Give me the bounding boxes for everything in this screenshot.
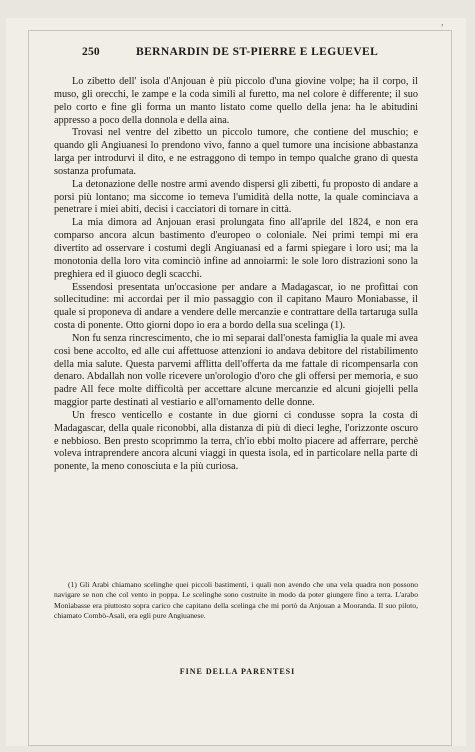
body-text xyxy=(54,76,418,474)
paragraph: Trovasi nel ventre del zibetto un piccolo tumore, che contiene del muschio; e quando gli Angiuanesi lo prendono vivo, fanno a quel tumore una incisione abbastanza larga per introdurvi il dito, e ne estraggono di tempo in tempo qualche grano di questa sostanza profumata. xyxy=(54,127,418,177)
section-end-mark: FINE DELLA PARENTESI xyxy=(179,667,296,676)
page-number: 250 xyxy=(82,46,100,58)
footnote-text: (1) Gli Arabi chiamano scelinghe quei piccoli bastimenti, i quali non avendo che una vela quadra non possono navigare se non che col vento in poppa. Le scelinghe sono costruite in modo da poter giungere fino a terra. L'arabo Monìabasse era piuttosto sopra carico che capitano della scelinga che mi portò da Anjouan a Mooranda. Il suo piloto, chiamato Combò-Asali, era egli pure Angiuanese. xyxy=(54,580,418,621)
paragraph: Essendosi presentata un'occasione per andare a Madagascar, io ne profittai con sollecitudine: mi accordai per il mio passaggio con il capitano Mauro Monìabasse, il quale si proponeva di andare a vendere delle mercanzie e contrattare della tartaruga sulla costa di ponente. Otto giorni dopo io era a bordo della sua scelinga (1). xyxy=(54,281,418,332)
paragraph: La detonazione delle nostre armi avendo dispersi gli zibetti, fu proposto di andare a porsi più lontano; ma siccome io temeva l'umidità della notte, la quale cominciava a penetrare i miei abiti, decisi i cacciatori di tornare in città. xyxy=(54,178,418,216)
running-head: BERNARDIN DE ST-PIERRE E LEGUEVEL xyxy=(136,46,379,58)
footnote xyxy=(54,580,418,622)
paragraph: La mia dimora ad Anjouan erasi prolungata fino all'aprile del 1824, e non era comparso ancora alcun bastimento d'europeo o coloniale. Nei primi tempi mi era divertito ad osservare i costumi degli Angiuanasi ed a farmi spiegare i loro usi; ma la monotonia della loro vita cominciò infine ad annoiarmi: le sole loro distrazioni sono la preghiera ed il giuoco degli scacchi. xyxy=(54,217,418,280)
paragraph: Un fresco venticello e costante in due giorni ci condusse sopra la costa di Madagascar, della quale riconobbi, alla distanza di più di dieci leghe, l'orizzonte oscuro e nebbioso. Ben presto scoprimmo la terra, ch'io ebbi molto piacere ad afferrare, perchè voleva intraprendere ancora alcuni viaggi in questa isola, ed in particolare nella parte di ponente, la meno conosciuta e la più curiosa. xyxy=(54,409,418,473)
paragraph: Non fu senza rincrescimento, che io mi separai dall'onesta famiglia la quale mi avea così bene accolto, ed alle cui affettuose attenzioni io andava debitore del ristabilimento della mia salute. Questa parvemi afflitta dell'offerta da me fattale di ricompensarla con denaro. Abdallah non volle ricevere un'orologio d'oro che gli offersi per memoria, e suo padre All fece molte difficoltà per accettare alcune mercanzie ed alcuni giojelli pella maggior parte destinati al vestiario e all'ornamento delle donne. xyxy=(54,332,418,409)
paragraph: Lo zibetto dell' isola d'Anjouan è più piccolo d'una giovine volpe; ha il corpo, il muso, gli orecchi, le zampe e la coda simili al furetto, ma nel colore è differente; il suo pelo corto e fine gli forma un manto listato come quello della jena: ha le abitudini appresso a poco della donnola e della aina. xyxy=(54,76,418,126)
page-header xyxy=(82,44,382,60)
corner-mark: ’ xyxy=(440,22,444,34)
